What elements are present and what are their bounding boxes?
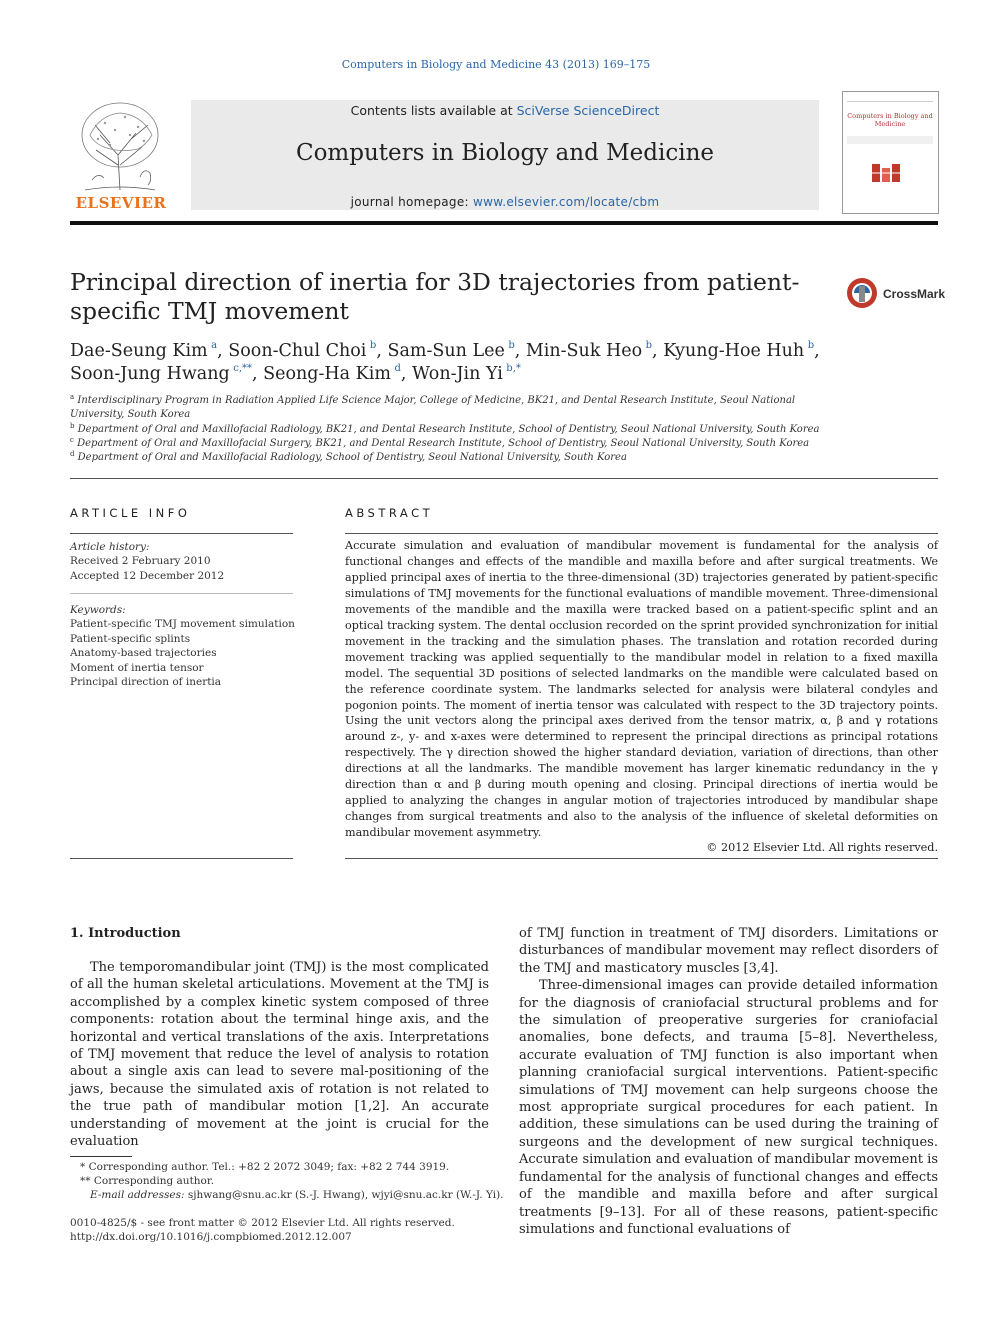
doi-link[interactable]: http://dx.doi.org/10.1016/j.compbiomed.2012.12.007: [70, 1231, 352, 1244]
article-title: Principal direction of inertia for 3D trajectories from patient-specific TMJ movement: [70, 268, 800, 325]
homepage-line: [191, 195, 819, 209]
copyright-line: © 2012 Elsevier Ltd. All rights reserved.: [706, 841, 938, 854]
footnotes: [70, 1160, 510, 1203]
author-affiliation-marker[interactable]: b: [508, 340, 515, 351]
author-name[interactable]: Soon-Chul Choi: [228, 341, 367, 361]
article-info-heading: ARTICLE INFO: [70, 506, 191, 520]
issn-block: [70, 1216, 510, 1244]
history-label: Article history:: [70, 541, 150, 553]
keywords-block: [70, 603, 300, 689]
author-separator: ,: [514, 341, 526, 361]
author-affiliation-marker[interactable]: b: [369, 340, 377, 351]
author-name[interactable]: Min-Suk Heo: [525, 341, 643, 361]
abstract-text: Accurate simulation and evaluation of mandibular movement is fundamental for the analysis of functional changes and effects of the mandible and maxilla before and after surgical treatments. We applied principal axes of inertia to the three-dimensional (3D) trajectories generated by patient-specific simulations of TMJ movements for the functional evaluations of mandible movement. Three-dimensional movements of the mandible and the maxilla were tracked based on a patient-specific splint and an optical tracking system. The dental occlusion recorded on the sprint provided synchronization for initial movement in the tracking and the simulation phases. The translation and rotation recorded during movement tracking was applied sequentially to the mandibular model in relation to a fixed maxilla model. The sequential 3D positions of selected landmarks on the mandible were calculated based on the reference coordinate system. The landmarks selected for analysis were bilateral condyles and pogonion points. The moment of inertia tensor was calculated with respect to the 3D trajectory points. Using the unit vectors along the principal axes derived from the tensor matrix, α, β and γ rotations around z-, y- and x-axes were determined to represent the principal directions as principal rotations respectively. The γ direction showed the higher standard deviation, variation of directions, than other directions at all the landmarks. The mandible movement has larger kinematic redundancy in the γ direction than α and β during mouth opening and closing. Principal directions of inertia would be applied to analyzing the changes in angular motion of trajectories introduced by mandibular shape changes from surgical treatments and also to the analysis of the influence of skeletal deformities on mandibular movement asymmetry.: [345, 539, 938, 840]
author-name[interactable]: Sam-Sun Lee: [387, 341, 505, 361]
intro-paragraph-2: Three-dimensional images can provide detailed information for the diagnosis of craniofacial structural problems and for the simulation of preoperative surgeries for craniofacial anomalies, bone defects, and trauma [5–8]. Nevertheless, accurate evaluation of TMJ function is also important when planning craniofacial surgical interventions. Patient-specific simulations of TMJ movement can help surgeons choose the most appropriate surgical procedures for each patient. In addition, these simulations can be used during the training of surgeons and the development of new surgical techniques. Accurate simulation and evaluation of mandibular movement is fundamental for the analysis of functional changes and effects of the mandible and maxilla before and after surgical treatments [9–13]. For all of these reasons, patient-specific simulations and functional evaluations of: [519, 978, 938, 1237]
front-matter-line: 0010-4825/$ - see front matter © 2012 Elsevier Ltd. All rights reserved.: [70, 1217, 455, 1229]
affiliation-item: [70, 394, 830, 423]
abstract-bottom-rule: [345, 858, 938, 859]
author-name[interactable]: Dae-Seung Kim: [70, 341, 208, 361]
elsevier-wordmark: ELSEVIER: [75, 194, 167, 212]
sciencedirect-link[interactable]: SciVerse ScienceDirect: [516, 103, 660, 118]
author-affiliation-marker[interactable]: c,**: [233, 363, 252, 374]
cover-header-band: [847, 95, 933, 102]
journal-name: Computers in Biology and Medicine: [295, 140, 715, 166]
affiliation-marker: b: [70, 421, 75, 430]
keyword-item: Patient-specific TMJ movement simulation: [70, 618, 295, 631]
keyword-item: Principal direction of inertia: [70, 676, 222, 689]
author-separator: ,: [814, 341, 820, 361]
author-affiliation-marker[interactable]: b,*: [506, 363, 521, 374]
email-addresses[interactable]: sjhwang@snu.ac.kr (S.-J. Hwang), wjyi@snu.ac.kr (W.-J. Yi).: [187, 1189, 504, 1202]
crossmark-label: CrossMark: [883, 287, 945, 301]
cover-graphic-icon: [868, 162, 908, 184]
masthead-rule: [70, 221, 938, 225]
affiliation-item: [70, 451, 830, 465]
author-affiliation-marker[interactable]: b: [807, 340, 815, 351]
cover-title: Computers in Biology and Medicine: [847, 112, 933, 128]
keywords-rule: [70, 593, 293, 594]
author-name[interactable]: Seong-Ha Kim: [263, 364, 391, 384]
journal-cover-thumbnail[interactable]: [842, 91, 939, 214]
author-name[interactable]: Soon-Jung Hwang: [70, 364, 230, 384]
affiliation-item: [70, 437, 830, 451]
keyword-item: Anatomy-based trajectories: [70, 647, 217, 660]
affiliation-list: [70, 394, 830, 465]
crossmark-icon[interactable]: [845, 276, 945, 310]
section-divider: [70, 478, 938, 479]
article-info-bottom-rule: [70, 858, 293, 859]
author-name[interactable]: Won-Jin Yi: [411, 364, 503, 384]
author-separator: ,: [652, 341, 664, 361]
author-affiliation-marker[interactable]: a: [211, 340, 218, 351]
corresponding-author-2: ** Corresponding author.: [80, 1175, 215, 1188]
author-affiliation-marker[interactable]: d: [394, 363, 401, 374]
author-separator: ,: [376, 341, 388, 361]
abstract-heading: ABSTRACT: [345, 506, 434, 520]
body-column-right: [519, 925, 938, 1238]
article-info-rule: [70, 533, 293, 534]
author-separator: ,: [400, 364, 412, 384]
affiliation-text: Interdisciplinary Program in Radiation Applied Life Science Major, College of Medicine, BK21, and Dental Research Institute, Seoul National University, South Korea: [70, 395, 796, 421]
intro-paragraph-continued: of TMJ function in treatment of TMJ disorders. Limitations or disturbances of mandibular movement may reflect disorders of the TMJ and masticatory muscles [3,4].: [519, 926, 938, 976]
affiliation-text: Department of Oral and Maxillofacial Radiology, BK21, and Dental Research Institute, School of Dentistry, Seoul National University, South Korea: [74, 423, 820, 435]
homepage-prefix: journal homepage:: [350, 195, 473, 209]
author-list: [70, 340, 930, 386]
affiliation-marker: c: [70, 435, 74, 444]
contents-prefix: Contents lists available at: [350, 103, 517, 118]
article-history: [70, 540, 293, 583]
body-column-left: [70, 959, 489, 1150]
intro-paragraph-1: The temporomandibular joint (TMJ) is the most complicated of all the human skeletal articulations. Movement at the TMJ is accomplished by a complex kinetic system composed of three components: rotation about the terminal hinge axis, and the horizontal and vertical translations of the axis. Interpretations of TMJ movement that reduce the level of analysis to rotation about a single axis can lead to severe mal-positioning of the jaws, because the simulated axis of rotation is not related to the true path of mandibular motion [1,2]. An accurate understanding of movement at the joint is crucial for the evaluation: [70, 960, 489, 1150]
email-label: E-mail addresses:: [90, 1189, 185, 1202]
affiliation-item: [70, 423, 830, 437]
accepted-date: Accepted 12 December 2012: [70, 569, 225, 582]
affiliation-text: Department of Oral and Maxillofacial Surgery, BK21, and Dental Research Institute, School of Dentistry, Seoul National University, South Korea: [73, 437, 810, 449]
author-name[interactable]: Kyung-Hoe Huh: [663, 341, 805, 361]
journal-citation[interactable]: Computers in Biology and Medicine 43 (2013) 169–175: [341, 58, 651, 71]
affiliation-text: Department of Oral and Maxillofacial Radiology, School of Dentistry, Seoul National University, South Korea: [74, 452, 627, 464]
contents-line: [191, 103, 819, 118]
affiliation-marker: a: [70, 393, 75, 401]
keyword-item: Patient-specific splints: [70, 632, 191, 645]
author-separator: ,: [217, 341, 229, 361]
corresponding-author-1: * Corresponding author. Tel.: +82 2 2072 3049; fax: +82 2 744 3919.: [80, 1161, 450, 1173]
homepage-link[interactable]: www.elsevier.com/locate/cbm: [472, 195, 660, 209]
affiliation-marker: d: [70, 450, 75, 459]
abstract-rule: [345, 533, 938, 534]
author-affiliation-marker[interactable]: b: [645, 340, 653, 351]
received-date: Received 2 February 2010: [70, 555, 211, 568]
keywords-label: Keywords:: [70, 604, 126, 616]
footnote-rule: [70, 1156, 132, 1157]
author-separator: ,: [252, 364, 264, 384]
introduction-heading: 1. Introduction: [70, 926, 181, 941]
keyword-item: Moment of inertia tensor: [70, 661, 204, 674]
cover-band: [847, 136, 933, 144]
